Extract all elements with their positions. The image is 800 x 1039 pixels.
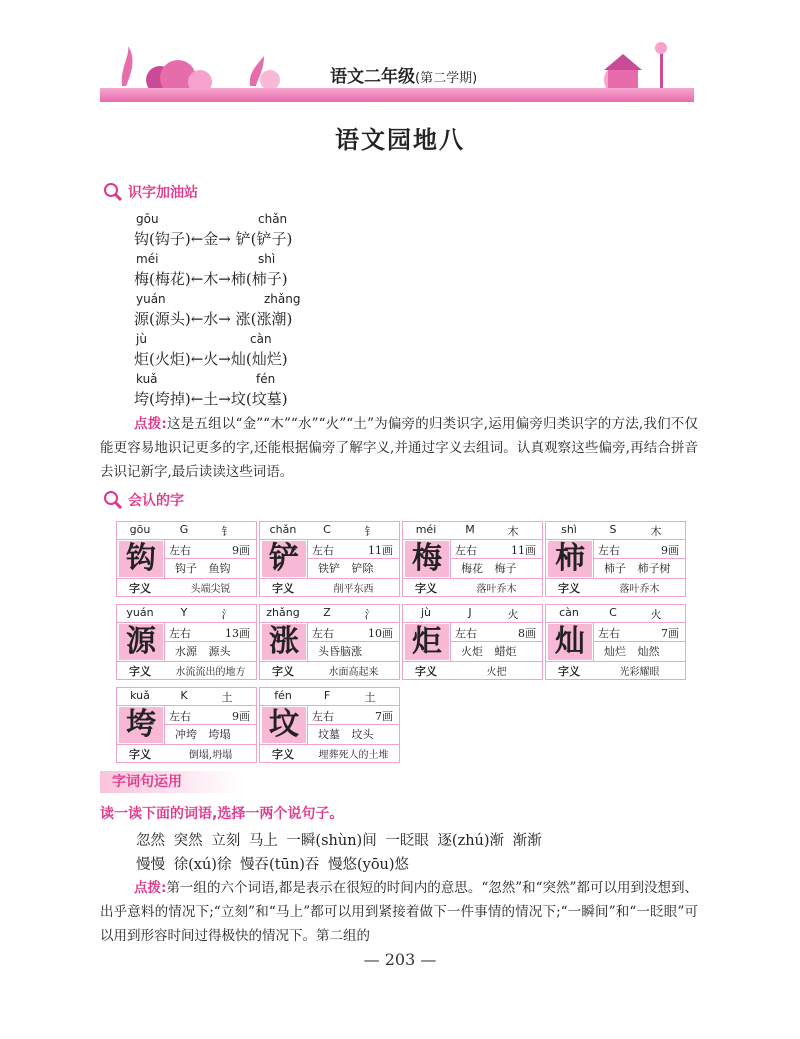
tip-paragraph-1: 点拨:这是五组以“金”“木”“水”“火”“土”为偏旁的归类识字,运用偏旁归类识字的方法,我们不仅能更容易地识记更多的字,还能根据偏旁了解字义,并通过字义去组词。认真观察这些偏旁,再结合拼音去识记新字,最后读读这些词语。 (100, 416, 698, 480)
char-card: méi M 木 梅 左右 11画 梅花 梅子 字义 落叶乔木 (402, 521, 543, 597)
instruction: 读一读下面的词语,选择一两个说句子。 (100, 806, 344, 822)
section-heading-2: 会认的字 (102, 489, 184, 511)
pinyin: zhǎng (264, 292, 301, 306)
pinyin: méi (136, 252, 159, 266)
word-line: 钩(钩子)←金→ 铲(铲子) (134, 230, 293, 248)
char-card: fén F 土 坟 左右 7画 坟墓 坟头 字义 埋葬死人的土堆 (259, 687, 400, 763)
pinyin: kuǎ (136, 372, 158, 386)
char-card: kuǎ K 土 垮 左右 9画 冲垮 垮塌 字义 倒塌,坍塌 (116, 687, 257, 763)
char-card: càn C 火 灿 左右 7画 灿烂 灿然 字义 光彩耀眼 (545, 604, 686, 680)
pinyin: jù (136, 332, 147, 346)
word-line-2: 慢慢 徐(xú)徐 慢吞(tūn)吞 慢悠(yōu)悠 (136, 857, 410, 873)
char-card: chǎn C 钅 铲 左右 11画 铁铲 铲除 字义 削平东西 (259, 521, 400, 597)
pinyin: shì (258, 252, 276, 266)
magnifier-icon (102, 181, 124, 203)
pinyin: càn (250, 332, 272, 346)
magnifier-icon (102, 489, 124, 511)
char-card: shì S 木 柿 左右 9画 柿子 柿子树 字义 落叶乔木 (545, 521, 686, 597)
tip-paragraph-2: 点拨:第一组的六个词语,都是表示在很短的时间内的意思。“忽然”和“突然”都可以用到没想到、出乎意料的情况下;“立刻”和“马上”都可以用到紧接着做下一件事情的情况下;“一瞬间”和“一眨眼”可以用到形容时间过得极快的情况下。第二组的 (100, 880, 698, 944)
char-card: zhǎng Z 氵 涨 左右 10画 头昏脑涨 字义 水面高起来 (259, 604, 400, 680)
pinyin: yuán (136, 292, 166, 306)
banner-band (100, 88, 694, 102)
header-title: 语文二年级(第二学期) (330, 67, 478, 87)
page-title: 语文园地八 (335, 125, 465, 154)
char-card: yuán Y 氵 源 左右 13画 水源 源头 字义 水流流出的地方 (116, 604, 257, 680)
word-line-1: 忽然 突然 立刻 马上 一瞬(shùn)间 一眨眼 逐(zhú)渐 渐渐 (136, 833, 542, 849)
section-heading-3: 字词句运用 (100, 771, 240, 793)
char-card: jù J 火 炬 左右 8画 火炬 蜡炬 字义 火把 (402, 604, 543, 680)
word-line: 梅(梅花)←木→柿(柿子) (134, 270, 288, 288)
pinyin: chǎn (258, 212, 288, 226)
word-line: 炬(火炬)←火→灿(灿烂) (134, 350, 288, 368)
section-heading-1: 识字加油站 (102, 181, 198, 203)
char-card: gōu G 钅 钩 左右 9画 钩子 鱼钩 字义 头端尖锐 (116, 521, 257, 597)
pinyin: fén (256, 372, 276, 386)
word-line: 垮(垮掉)←土→坟(坟墓) (134, 390, 288, 408)
pinyin: gōu (136, 212, 159, 226)
page-number: — 203 — (363, 950, 437, 969)
word-line: 源(源头)←水→ 涨(涨潮) (134, 310, 293, 328)
